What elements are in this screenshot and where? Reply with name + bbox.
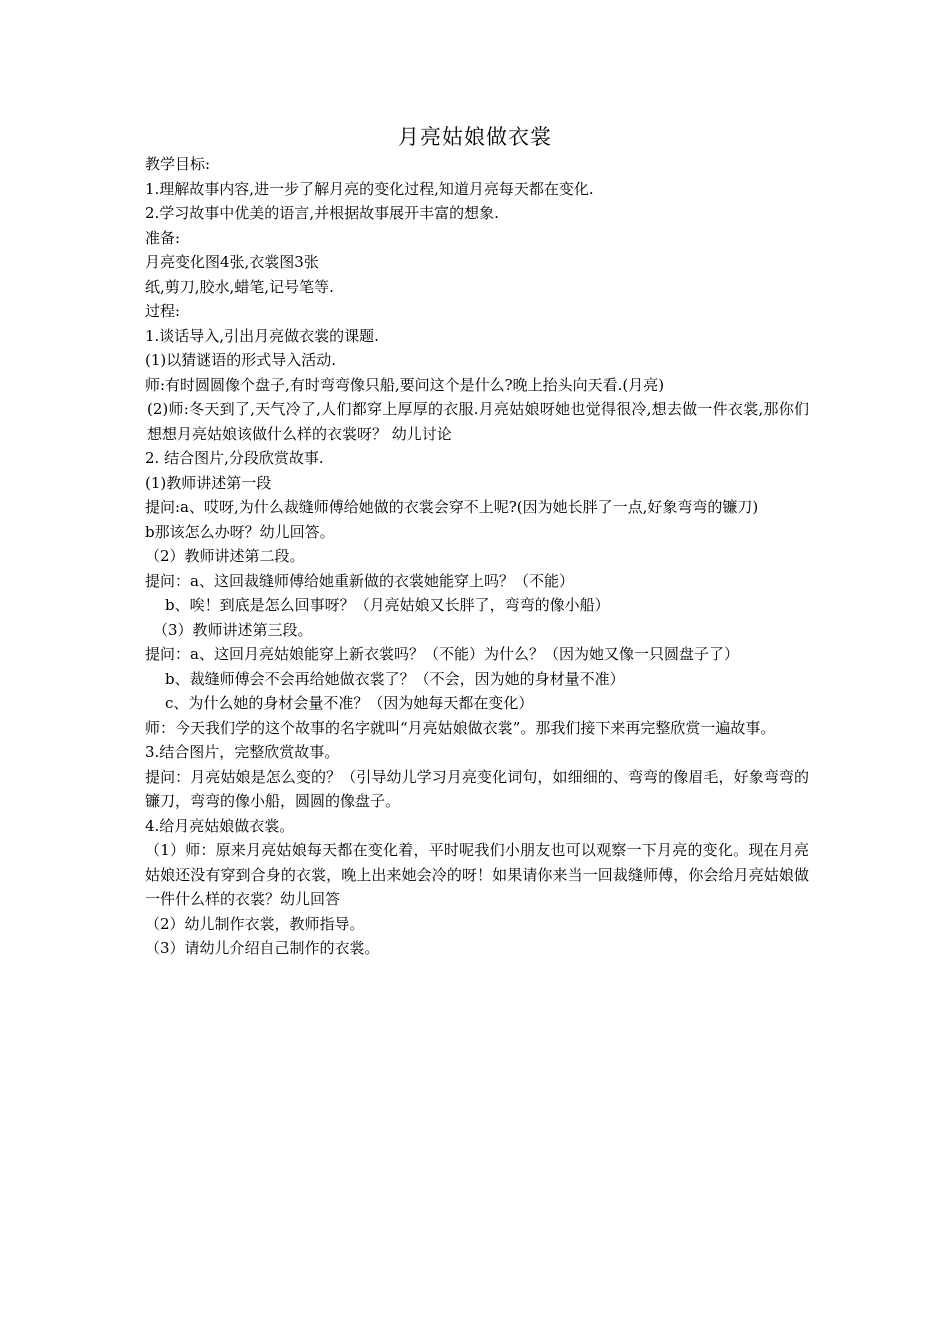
question-line: b、唉！到底是怎么回事呀？（月亮姑娘又长胖了，弯弯的像小船） bbox=[165, 596, 610, 614]
question-line: c、为什么她的身材会量不准？（因为她每天都在变化） bbox=[165, 694, 534, 712]
question-line: 提问：a、这回裁缝师傅给她重新做的衣裳她能穿上吗？（不能） bbox=[145, 571, 574, 590]
objective-item: 2.学习故事中优美的语言,并根据故事展开丰富的想象. bbox=[145, 204, 499, 222]
question-line: b、裁缝师傅会不会再给她做衣裳了？（不会，因为她的身材量不准） bbox=[165, 669, 625, 688]
question-paragraph: 提问：月亮姑娘是怎么变的？（引导幼儿学习月亮变化词句，如细细的、弯弯的像眉毛，好象弯弯的镰刀，弯弯的像小船，圆圆的像盘子。 bbox=[145, 767, 809, 810]
question-line: 提问：a、这回月亮姑娘能穿上新衣裳吗？（不能）为什么？（因为她又像一只圆盘子了） bbox=[145, 645, 739, 663]
document-title: 月亮姑娘做衣裳 bbox=[398, 125, 552, 149]
process-substep: （2）幼儿制作衣裳，教师指导。 bbox=[145, 914, 365, 933]
dialogue-line: 师:有时圆圆像个盘子,有时弯弯像只船,要问这个是什么?晚上抬头向天看.(月亮) bbox=[145, 375, 665, 394]
process-substep: （2）教师讲述第二段。 bbox=[145, 547, 305, 565]
preparation-item: 月亮变化图4张,衣裳图3张 bbox=[145, 253, 319, 271]
process-step: 1.谈话导入,引出月亮做衣裳的课题. bbox=[145, 326, 379, 345]
section-heading-objectives: 教学目标: bbox=[145, 155, 211, 173]
process-substep: （3）教师讲述第三段。 bbox=[153, 620, 313, 639]
process-substep: (1)以猜谜语的形式导入活动. bbox=[145, 351, 337, 369]
process-substep: (1)教师讲述第一段 bbox=[145, 473, 272, 492]
preparation-item: 纸,剪刀,胶水,蜡笔,记号笔等. bbox=[145, 277, 334, 296]
document-body bbox=[145, 152, 809, 961]
dialogue-paragraph: 师：今天我们学的这个故事的名字就叫“月亮姑娘做衣裳”。那我们接下来再完整欣赏一遍故事。 bbox=[145, 718, 776, 737]
question-paragraph: 提问:a、哎呀,为什么裁缝师傅给她做的衣裳会穿不上呢?(因为她长胖了一点,好象弯弯的镰刀) bbox=[145, 498, 759, 516]
section-heading-process: 过程: bbox=[145, 302, 181, 320]
process-substep: （3）请幼儿介绍自己制作的衣裳。 bbox=[145, 939, 380, 957]
question-line: b那该怎么办呀？幼儿回答。 bbox=[145, 522, 335, 541]
section-heading-preparation: 准备: bbox=[145, 228, 181, 247]
dialogue-paragraph: (2)师:冬天到了,天气冷了,人们都穿上厚厚的衣服.月亮姑娘呀她也觉得很冷,想去做一件衣裳,那你们想想月亮姑娘该做什么样的衣裳呀？ 幼儿讨论 bbox=[147, 400, 809, 443]
objective-item: 1.理解故事内容,进一步了解月亮的变化过程,知道月亮每天都在变化. bbox=[145, 179, 594, 198]
dialogue-paragraph: （1）师：原来月亮姑娘每天都在变化着，平时呢我们小朋友也可以观察一下月亮的变化。现在月亮姑娘还没有穿到合身的衣裳，晚上出来她会冷的呀！如果请你来当一回裁缝师傅，你会给月亮姑娘做一件什么样的衣裳？幼儿回答 bbox=[145, 841, 809, 908]
process-step: 2. 结合图片,分段欣赏故事. bbox=[145, 449, 324, 467]
process-step: 3.结合图片，完整欣赏故事。 bbox=[145, 743, 340, 761]
process-step: 4.给月亮姑娘做衣裳。 bbox=[145, 816, 295, 835]
